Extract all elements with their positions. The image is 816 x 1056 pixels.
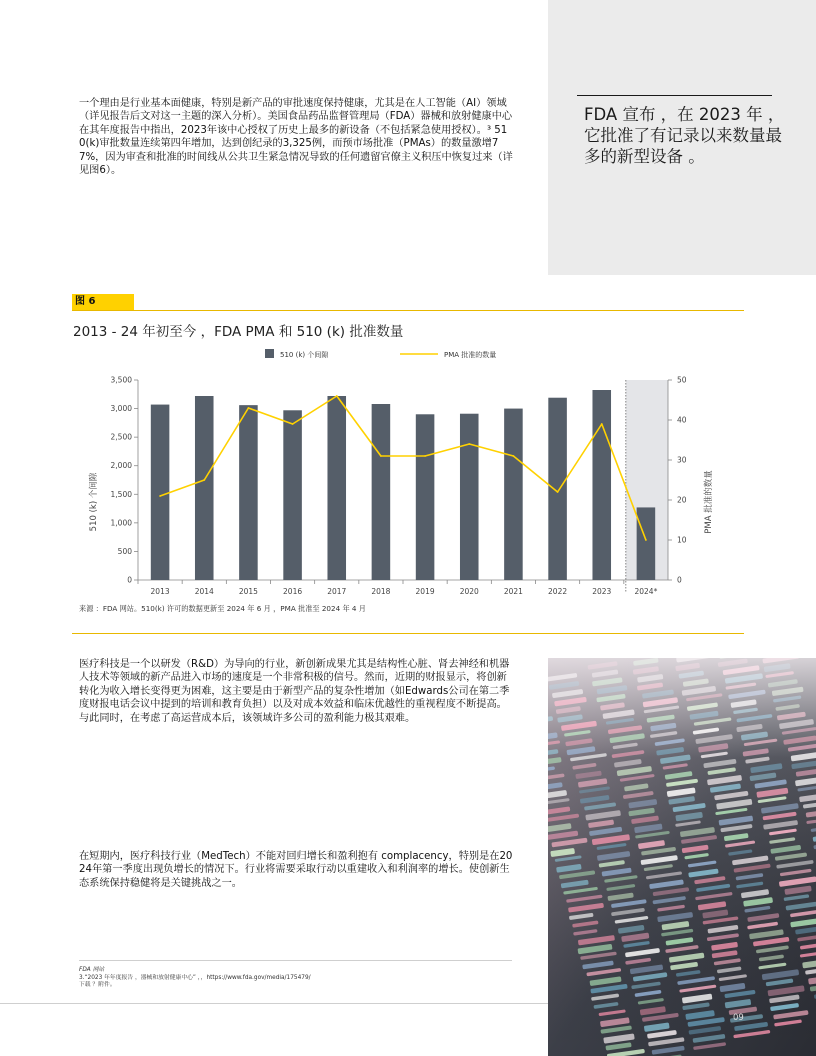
bar-510k <box>416 414 435 580</box>
bar-510k <box>372 404 391 580</box>
pma-point <box>336 395 338 397</box>
bar-510k <box>195 396 214 580</box>
legend-swatch-bar <box>265 349 274 358</box>
figure-tag: 图 6 <box>72 294 134 310</box>
y-tick-label-right: 50 <box>677 375 687 385</box>
x-tick-label: 2013 <box>150 587 170 596</box>
x-tick-label: 2019 <box>415 587 435 596</box>
x-tick-label: 2015 <box>238 587 258 596</box>
body-paragraph-2: 在短期内，医疗科技行业（MedTech）不能对回归增长和盈利抱有 complacency，特别是在2024年第一季度出现负增长的情况下。行业将需要采取行动以重建收入和利润率的增长。使创新生态系统保持稳健将是关键挑战之一。 <box>79 851 513 889</box>
y-tick-label-right: 30 <box>677 455 687 465</box>
pma-point <box>380 455 382 457</box>
x-tick-label: 2024* <box>634 587 658 596</box>
pma-point <box>248 407 250 409</box>
footnote-line-1: 3.“2023 年年度报告 ，器械和放射健康中心” ，，https://www.fda.gov/media/175479/ <box>79 974 311 981</box>
y-tick-label-right: 40 <box>677 415 687 425</box>
pma-point <box>424 455 426 457</box>
pma-point <box>292 423 294 425</box>
pma-point <box>645 539 647 541</box>
y-tick-label-left: 0 <box>127 575 132 585</box>
x-tick-label: 2017 <box>327 587 347 596</box>
x-tick-label: 2020 <box>459 587 479 596</box>
pma-point <box>159 495 161 497</box>
chart-source-note: 来源 ：FDA 网站。510(k) 许可的数据更新至 2024 年 6 月 ，PMA 批准至 2024 年 4 月 <box>79 604 366 613</box>
chart-title: 2013 - 24 年初至今 ，FDA PMA 和 510 (k) 批准数量 <box>73 324 404 340</box>
y-tick-label-left: 3,000 <box>110 404 132 414</box>
x-tick-label: 2016 <box>283 587 303 596</box>
bar-510k <box>592 390 611 580</box>
page-bottom-rule <box>0 1003 548 1004</box>
y-tick-label-left: 2,000 <box>110 461 132 471</box>
pull-quote-rule <box>577 95 772 96</box>
bar-510k <box>637 507 656 580</box>
bar-510k <box>327 396 346 580</box>
y-axis-label-left: 510 (k) 个间隙 <box>89 472 99 532</box>
x-tick-label: 2021 <box>503 587 523 596</box>
footnote <box>79 967 499 990</box>
footnote-line-2: 下载 ？附件。 <box>79 982 116 989</box>
bar-510k <box>239 405 258 580</box>
pma-point <box>203 479 205 481</box>
x-tick-label: 2022 <box>548 587 568 596</box>
chart <box>72 344 744 602</box>
y-tick-label-right: 0 <box>677 575 682 585</box>
intro-paragraph: 一个理由是行业基本面健康，特别是新产品的审批速度保持健康，尤其是在人工智能（AI）领域（详见报告后文对这一主题的深入分析）。美国食品药品监督管理局（FDA）器械和放射健康中心在其年度报告中指出，2023年该中心授权了历史上最多的新设备（不包括紧急使用授权）。³ 510(k)审批数量连续第四年增加，达到创纪录的3,325例，而预市场批准（PMAs）的数量激增77%，因为审查和批准的时间线从公共卫生紧急情况导致的任何遗留官僚主义积压中恢复过来（详见图6）。 <box>79 98 513 177</box>
chart-legend <box>265 349 496 359</box>
legend-label-bar: 510 (k) 个间隙 <box>280 351 329 359</box>
bar-510k <box>151 405 170 580</box>
bar-510k <box>548 398 567 580</box>
x-tick-label: 2018 <box>371 587 391 596</box>
y-tick-label-right: 10 <box>677 535 687 545</box>
footnote-rule <box>79 960 512 961</box>
pma-line <box>160 396 646 540</box>
pma-point <box>468 443 470 445</box>
chart-plot-area <box>111 376 687 597</box>
page-number: 09 <box>733 1013 744 1023</box>
y-axis-label-right: PMA 批准的数量 <box>704 470 714 534</box>
figure-rule-top <box>72 310 744 311</box>
body-paragraph-1: 医疗科技是一个以研发（R&D）为导向的行业，新创新成果尤其是结构性心脏、肾去神经和机器人技术等领域的新产品进入市场的速度是一个非常积极的信号。然而，近期的财报显示，将创新转化为收入增长变得更为困难，这主要是由于新型产品的复杂性增加（如Edwards公司在第二季度财报电话会议中提到的培训和教育负担）以及对成本效益和临床优越性的重视程度不断提高。与此同时，在考虑了高运营成本后，该领域许多公司的盈利能力极其艰难。 <box>79 659 510 724</box>
pma-point <box>513 455 515 457</box>
bar-510k <box>460 414 479 580</box>
legend-label-line: PMA 批准的数量 <box>444 351 497 359</box>
dna-gel-image <box>548 658 816 1056</box>
y-tick-label-left: 2,500 <box>110 432 132 442</box>
pma-point <box>601 423 603 425</box>
pma-point <box>557 491 559 493</box>
x-tick-label: 2014 <box>194 587 214 596</box>
y-tick-label-left: 1,500 <box>110 489 132 499</box>
y-tick-label-left: 3,500 <box>110 375 132 385</box>
bar-510k <box>504 409 523 580</box>
y-tick-label-left: 500 <box>117 546 132 556</box>
dna-gel-photo <box>548 658 816 1056</box>
figure-rule-bottom <box>72 633 744 634</box>
x-tick-label: 2023 <box>592 587 612 596</box>
y-tick-label-left: 1,000 <box>110 518 132 528</box>
pull-quote: FDA 宣布 ，在 2023 年 ，它批准了有记录以来数量最多的新型设备 。 <box>584 105 785 166</box>
footnote-title: FDA 网站 <box>79 967 105 973</box>
y-tick-label-right: 20 <box>677 495 687 505</box>
bar-510k <box>283 410 302 580</box>
